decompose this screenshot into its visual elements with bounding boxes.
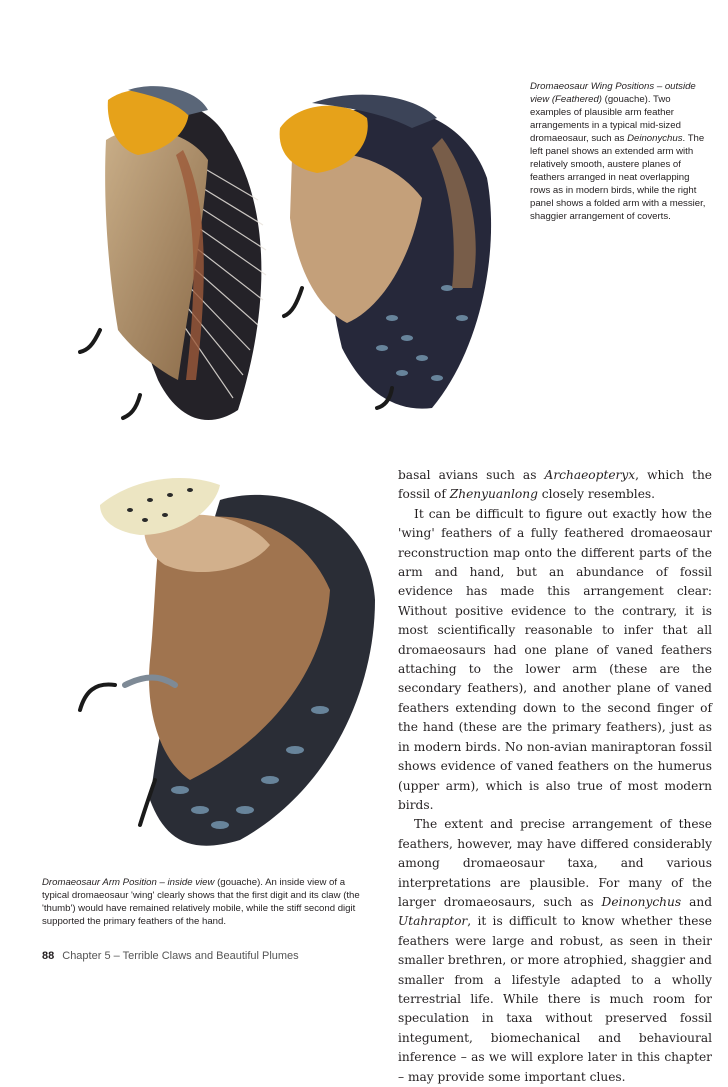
paragraph-2: It can be difficult to figure out exactly how the 'wing' feathers of a fully feathered dromaeosaur reconstruction map onto the different parts of the arm and hand, but an abundance of fossil evidence has made this arrangement clear: Without positive evidence to the contrary, it is most scientifically reasonable to infer that all dromaeosaurs had one plane of vaned feathers attaching to the lower arm (these are the secondary feathers), and another plane of vaned feathers extending down to the second finger of the hand (these are the primary feathers), just as in modern birds. No non-avian maniraptoran fossil shows evidence of vaned feathers on the humerus (upper arm), which is also true of most modern birds. — [398, 506, 712, 812]
caption-bottom-title: Dromaeosaur Arm Position – inside view — [42, 877, 215, 888]
text-run: basal avians such as — [398, 468, 545, 482]
paragraph-3 — [398, 815, 712, 1087]
wing-illustration-inside-view — [70, 460, 380, 860]
figure-caption-top — [530, 80, 708, 223]
paragraph-1 — [398, 466, 712, 505]
text-run: , which the fossil of — [398, 468, 713, 502]
text-run: closely resembles. — [537, 487, 656, 502]
taxon-name: Archaeopteryx — [544, 468, 636, 482]
wing-illustration-extended-outside — [78, 80, 278, 435]
page-number: 88 — [42, 950, 55, 962]
taxon-name: Zhenyuanlong — [449, 487, 538, 502]
caption-top-rest: . The left panel shows an extended arm with relatively smooth, austere planes of feathers arranged in neat overlapping rows as in modern birds, while the right panel shows a folded arm with a messier, shaggier arrangement of coverts. — [530, 133, 706, 222]
wing-illustration-folded-outside — [272, 88, 502, 418]
body-text — [398, 466, 712, 1087]
caption-top-taxon: Deinonychus — [627, 133, 683, 144]
chapter-title: Chapter 5 – Terrible Claws and Beautiful Plumes — [62, 950, 299, 962]
figure-caption-bottom — [42, 876, 362, 928]
text-run: , it is difficult to know whether these feathers were large and robust, as seen in their smaller brethren, or more atrophied, shaggier and smaller from a lifestyle adapted to a wholly terrestrial life. While there is much room for speculation in taxa without preserved fossil integument, biomechanical and behavioural inference – as we will explore later in this chapter – may provide some important clues. — [398, 914, 712, 1084]
caption-top-medium: (gouache). Two examples of plausible arm feather arrangements in a typical mid-sized dromaeosaur, such as — [530, 94, 681, 144]
text-run: The extent and precise arrangement of these feathers, however, may have differed considerably among dromaeosaur taxa, and various interpretations are plausible. For many of the larger dromaeosaurs, such as — [398, 817, 712, 909]
taxon-name: Utahraptor — [398, 914, 468, 929]
page-footer — [42, 950, 299, 962]
caption-top-title: Dromaeosaur Wing Positions – outside view (Feathered) — [530, 81, 696, 105]
taxon-name: Deinonychus — [601, 894, 682, 909]
text-run: and — [681, 894, 712, 909]
caption-bottom-rest: (gouache). An inside view of a typical dromaeosaur 'wing' clearly shows that the first digit and its claw (the 'thumb') would have remained relatively mobile, while the stiff second digit supported the primary feathers of the hand. — [42, 877, 360, 927]
